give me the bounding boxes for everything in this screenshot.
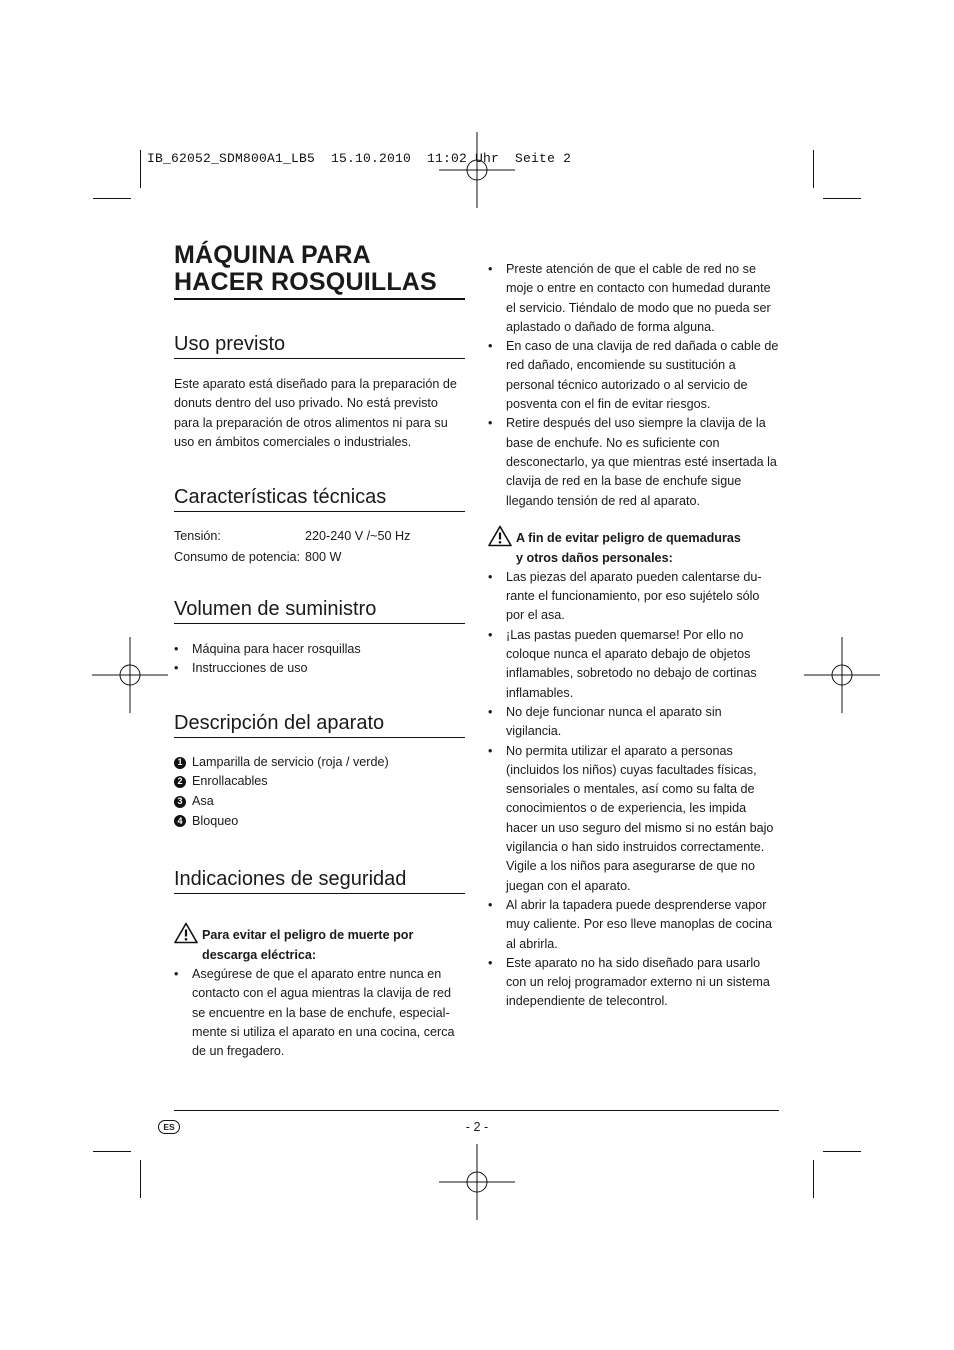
page-title: MÁQUINA PARA HACER ROSQUILLAS <box>174 242 465 300</box>
crop-mark <box>140 150 141 188</box>
left-column <box>174 242 465 1062</box>
volumen-list <box>174 640 465 679</box>
list-item: • ¡Las pastas pueden quemarse! Por ello no coloque nunca el aparato debajo de objetos inflamables, sobretodo no debajo de cortinas inflamables. <box>506 626 780 703</box>
page-number: - 2 - <box>465 1120 489 1134</box>
spec-value: 800 W <box>305 549 342 564</box>
warning-triangle-icon <box>174 922 198 944</box>
section-heading-caracteristicas: Características técnicas <box>174 485 465 512</box>
part-label: Enrollacables <box>192 774 268 789</box>
registration-mark-icon <box>92 637 168 713</box>
part-item <box>174 792 465 812</box>
number-badge-icon: 4 <box>174 815 186 827</box>
part-label: Bloqueo <box>192 813 239 828</box>
warning-burn <box>488 525 780 568</box>
warning-title: y otros daños personales: <box>516 550 673 565</box>
list-item: • Asegúrese de que el aparato entre nunca en contacto con el agua mientras la clavija de red se encuentre en la base de enchufe, especial-mente si utiliza el aparato en una cocina, cerca de un fregadero. <box>192 965 465 1061</box>
warning-title: A fin de evitar peligro de quemaduras <box>516 530 741 545</box>
registration-mark-icon <box>804 637 880 713</box>
spec-label: Tensión: <box>174 529 221 544</box>
part-item <box>174 753 465 773</box>
spec-row <box>174 526 465 547</box>
list-item: • En caso de una clavija de red dañada o cable de red dañado, encomiende su sustitución a personal técnico autorizado o al servicio de posventa con el fin de evitar riesgos. <box>506 337 780 414</box>
part-item <box>174 772 465 792</box>
part-item <box>174 812 465 832</box>
print-slug-line: IB_62052_SDM800A1_LB5 15.10.2010 11:02 Uhr Seite 2 <box>147 151 572 166</box>
section-heading-uso: Uso previsto <box>174 332 465 359</box>
number-badge-icon: 2 <box>174 776 186 788</box>
safety-list <box>488 260 780 511</box>
spec-row <box>174 547 465 568</box>
crop-mark <box>823 1151 861 1152</box>
right-column <box>488 260 780 1012</box>
crop-mark <box>140 1160 141 1198</box>
number-badge-icon: 3 <box>174 796 186 808</box>
number-badge-icon: 1 <box>174 757 186 769</box>
spec-value: 220-240 V /~50 Hz <box>305 529 411 544</box>
list-item: • Máquina para hacer rosquillas <box>192 640 465 659</box>
footer-rule <box>174 1110 779 1111</box>
part-label: Lamparilla de servicio (roja / verde) <box>192 754 389 769</box>
warning-electric <box>174 922 465 965</box>
crop-mark <box>813 150 814 188</box>
list-item: • Las piezas del aparato pueden calentarse du-rante el funcionamiento, por eso sujételo sólo por el asa. <box>506 568 780 626</box>
uso-text: Este aparato está diseñado para la preparación de donuts dentro del uso privado. No está previsto para la preparación de otros alimentos ni para su uso en ámbitos comerciales o industriales. <box>174 377 457 449</box>
list-item: • Este aparato no ha sido diseñado para usarlo con un reloj programador externo ni un sistema independiente de telecontrol. <box>506 954 780 1012</box>
registration-mark-icon <box>439 1144 515 1220</box>
crop-mark <box>93 1151 131 1152</box>
section-heading-volumen: Volumen de suministro <box>174 597 465 624</box>
safety-list <box>488 568 780 1012</box>
registration-mark-icon <box>439 132 515 208</box>
language-badge: ES <box>158 1120 180 1134</box>
parts-list <box>174 753 465 831</box>
list-item: • No deje funcionar nunca el aparato sin vigilancia. <box>506 703 780 742</box>
section-heading-descripcion: Descripción del aparato <box>174 711 465 738</box>
crop-mark <box>813 1160 814 1198</box>
specs-table <box>174 526 465 567</box>
warning-triangle-icon <box>488 525 512 547</box>
crop-mark <box>823 198 861 199</box>
warning-title: Para evitar el peligro de muerte por <box>202 928 414 943</box>
crop-mark <box>93 198 131 199</box>
safety-list <box>174 965 465 1061</box>
section-heading-seguridad: Indicaciones de seguridad <box>174 867 465 894</box>
list-item: • Retire después del uso siempre la clavija de la base de enchufe. No es suficiente con desconectarlo, ya que mientras esté insertada la clavija de red en la base de enchufe sigue llegando tensión de red al aparato. <box>506 414 780 510</box>
list-item: • Preste atención de que el cable de red no se moje o entre en contacto con humedad durante el servicio. Tiéndalo de modo que no pueda ser aplastado o dañado de forma alguna. <box>506 260 780 337</box>
warning-title: descarga eléctrica: <box>202 948 317 963</box>
list-item: • Al abrir la tapadera puede desprenderse vapor muy caliente. Por eso lleve manoplas de cocina al abrirla. <box>506 896 780 954</box>
list-item: • Instrucciones de uso <box>192 659 465 678</box>
spec-label: Consumo de potencia: <box>174 549 301 564</box>
list-item: • No permita utilizar el aparato a personas (incluidos los niños) cuyas facultades físicas, sensoriales o mentales, así como su falta de conocimientos o de experiencia, les impida hacer un uso seguro del mismo si no están bajo vigilancia o han sido instruidos correctamente. Vigile a los niños para asegurarse de que no juegan con el aparato. <box>506 742 780 896</box>
part-label: Asa <box>192 793 214 808</box>
